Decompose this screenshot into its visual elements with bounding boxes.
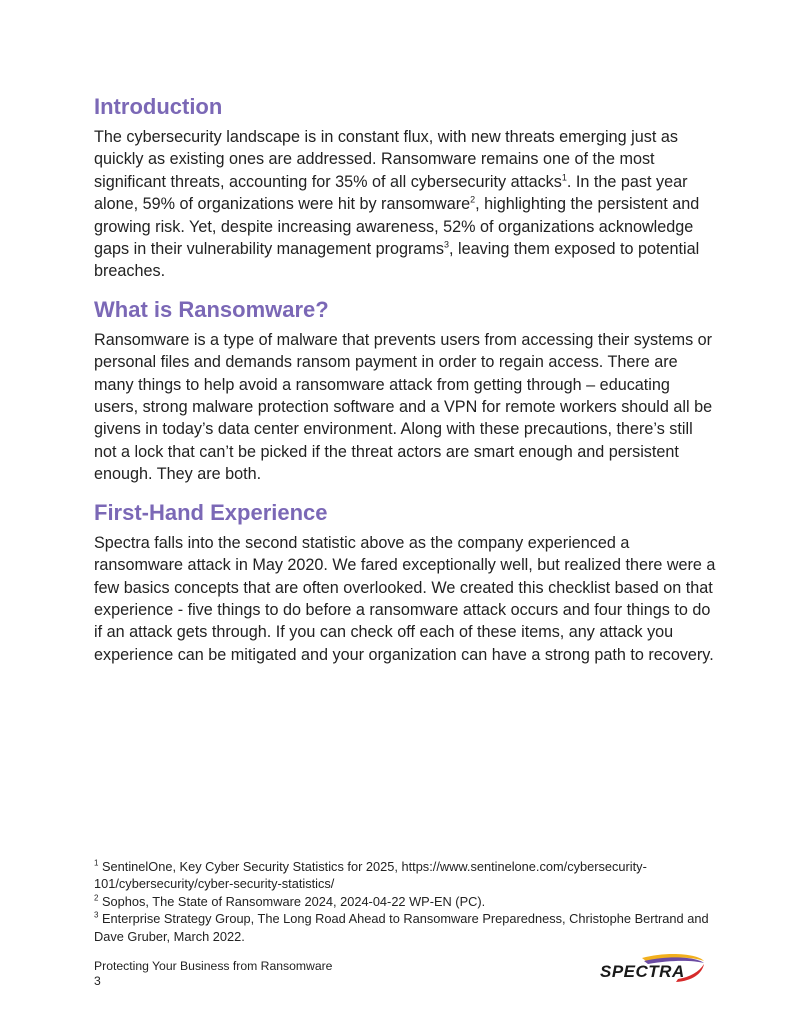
section-paragraph xyxy=(94,532,716,666)
footnote-ref: 2 xyxy=(470,194,476,205)
footnote-text: SentinelOne, Key Cyber Security Statistics for 2025, https://www.sentinelone.com/cybersecurity-101/cybersecurity/cyber-security-statistics/ xyxy=(94,859,647,892)
paragraph-text: . In the past year alone, 59% of organizations were hit by ransomware xyxy=(94,172,688,214)
section-introduction xyxy=(94,92,716,283)
footnote xyxy=(94,910,716,945)
footnote xyxy=(94,858,716,893)
footnote xyxy=(94,893,716,910)
logo-text: SPECTRA xyxy=(600,962,685,981)
paragraph-text: , highlighting the persistent and growing risk. Yet, despite increasing awareness, 52% of organizations acknowledge gaps in their vulnerability management programs xyxy=(94,195,700,259)
paragraph-text: Spectra falls into the second statistic above as the company experienced a ransomware attack in May 2020. We fared exceptionally well, but realized there were a few basics concepts that are often overlooked. We created this checklist based on that experience - five things to do before a ransomware attack occurs and four things to do if an attack gets through. If you can check off each of these items, any attack you experience can be mitigated and your organization can have a strong path to recovery. xyxy=(94,533,716,664)
section-paragraph xyxy=(94,329,716,486)
spectra-logo xyxy=(598,952,706,986)
section-heading: What is Ransomware? xyxy=(94,296,329,322)
page-footer xyxy=(94,959,332,989)
footnote-ref: 1 xyxy=(561,172,567,183)
page-number: 3 xyxy=(94,974,101,988)
footnotes xyxy=(94,858,716,945)
main-content xyxy=(94,92,716,678)
section-first-hand-experience xyxy=(94,498,716,666)
footnote-number: 1 xyxy=(94,858,99,868)
footnote-number: 2 xyxy=(94,893,99,903)
paragraph-text: The cybersecurity landscape is in constant flux, with new threats emerging just as quickly as existing ones are addressed. Ransomware remains one of the most significant threats, accounting for 35% of all cybersecurity attacks xyxy=(94,128,678,191)
paragraph-text: Ransomware is a type of malware that prevents users from accessing their systems or personal files and demands ransom payment in order to regain access. There are many things to help avoid a ransomware attack from getting through – educating users, strong malware protection software and a VPN for remote workers should all be givens in today’s data center environment. Along with these precautions, there’s still not a lock that can’t be picked if the threat actors are smart enough and persistent enough. They are both. xyxy=(94,330,713,484)
footnote-ref: 3 xyxy=(444,239,450,250)
section-paragraph xyxy=(94,126,716,283)
section-heading: Introduction xyxy=(94,94,223,119)
section-heading: First-Hand Experience xyxy=(94,499,328,525)
footnote-text: Enterprise Strategy Group, The Long Road Ahead to Ransomware Preparedness, Christophe Bertrand and Dave Gruber, March 2022. xyxy=(94,911,709,944)
section-what-is-ransomware xyxy=(94,295,716,486)
footnote-number: 3 xyxy=(94,910,99,920)
footer-title: Protecting Your Business from Ransomware xyxy=(94,959,333,973)
paragraph-text: , leaving them exposed to potential breaches. xyxy=(94,240,700,281)
footnote-text: Sophos, The State of Ransomware 2024, 2024-04-22 WP-EN (PC). xyxy=(102,893,486,909)
